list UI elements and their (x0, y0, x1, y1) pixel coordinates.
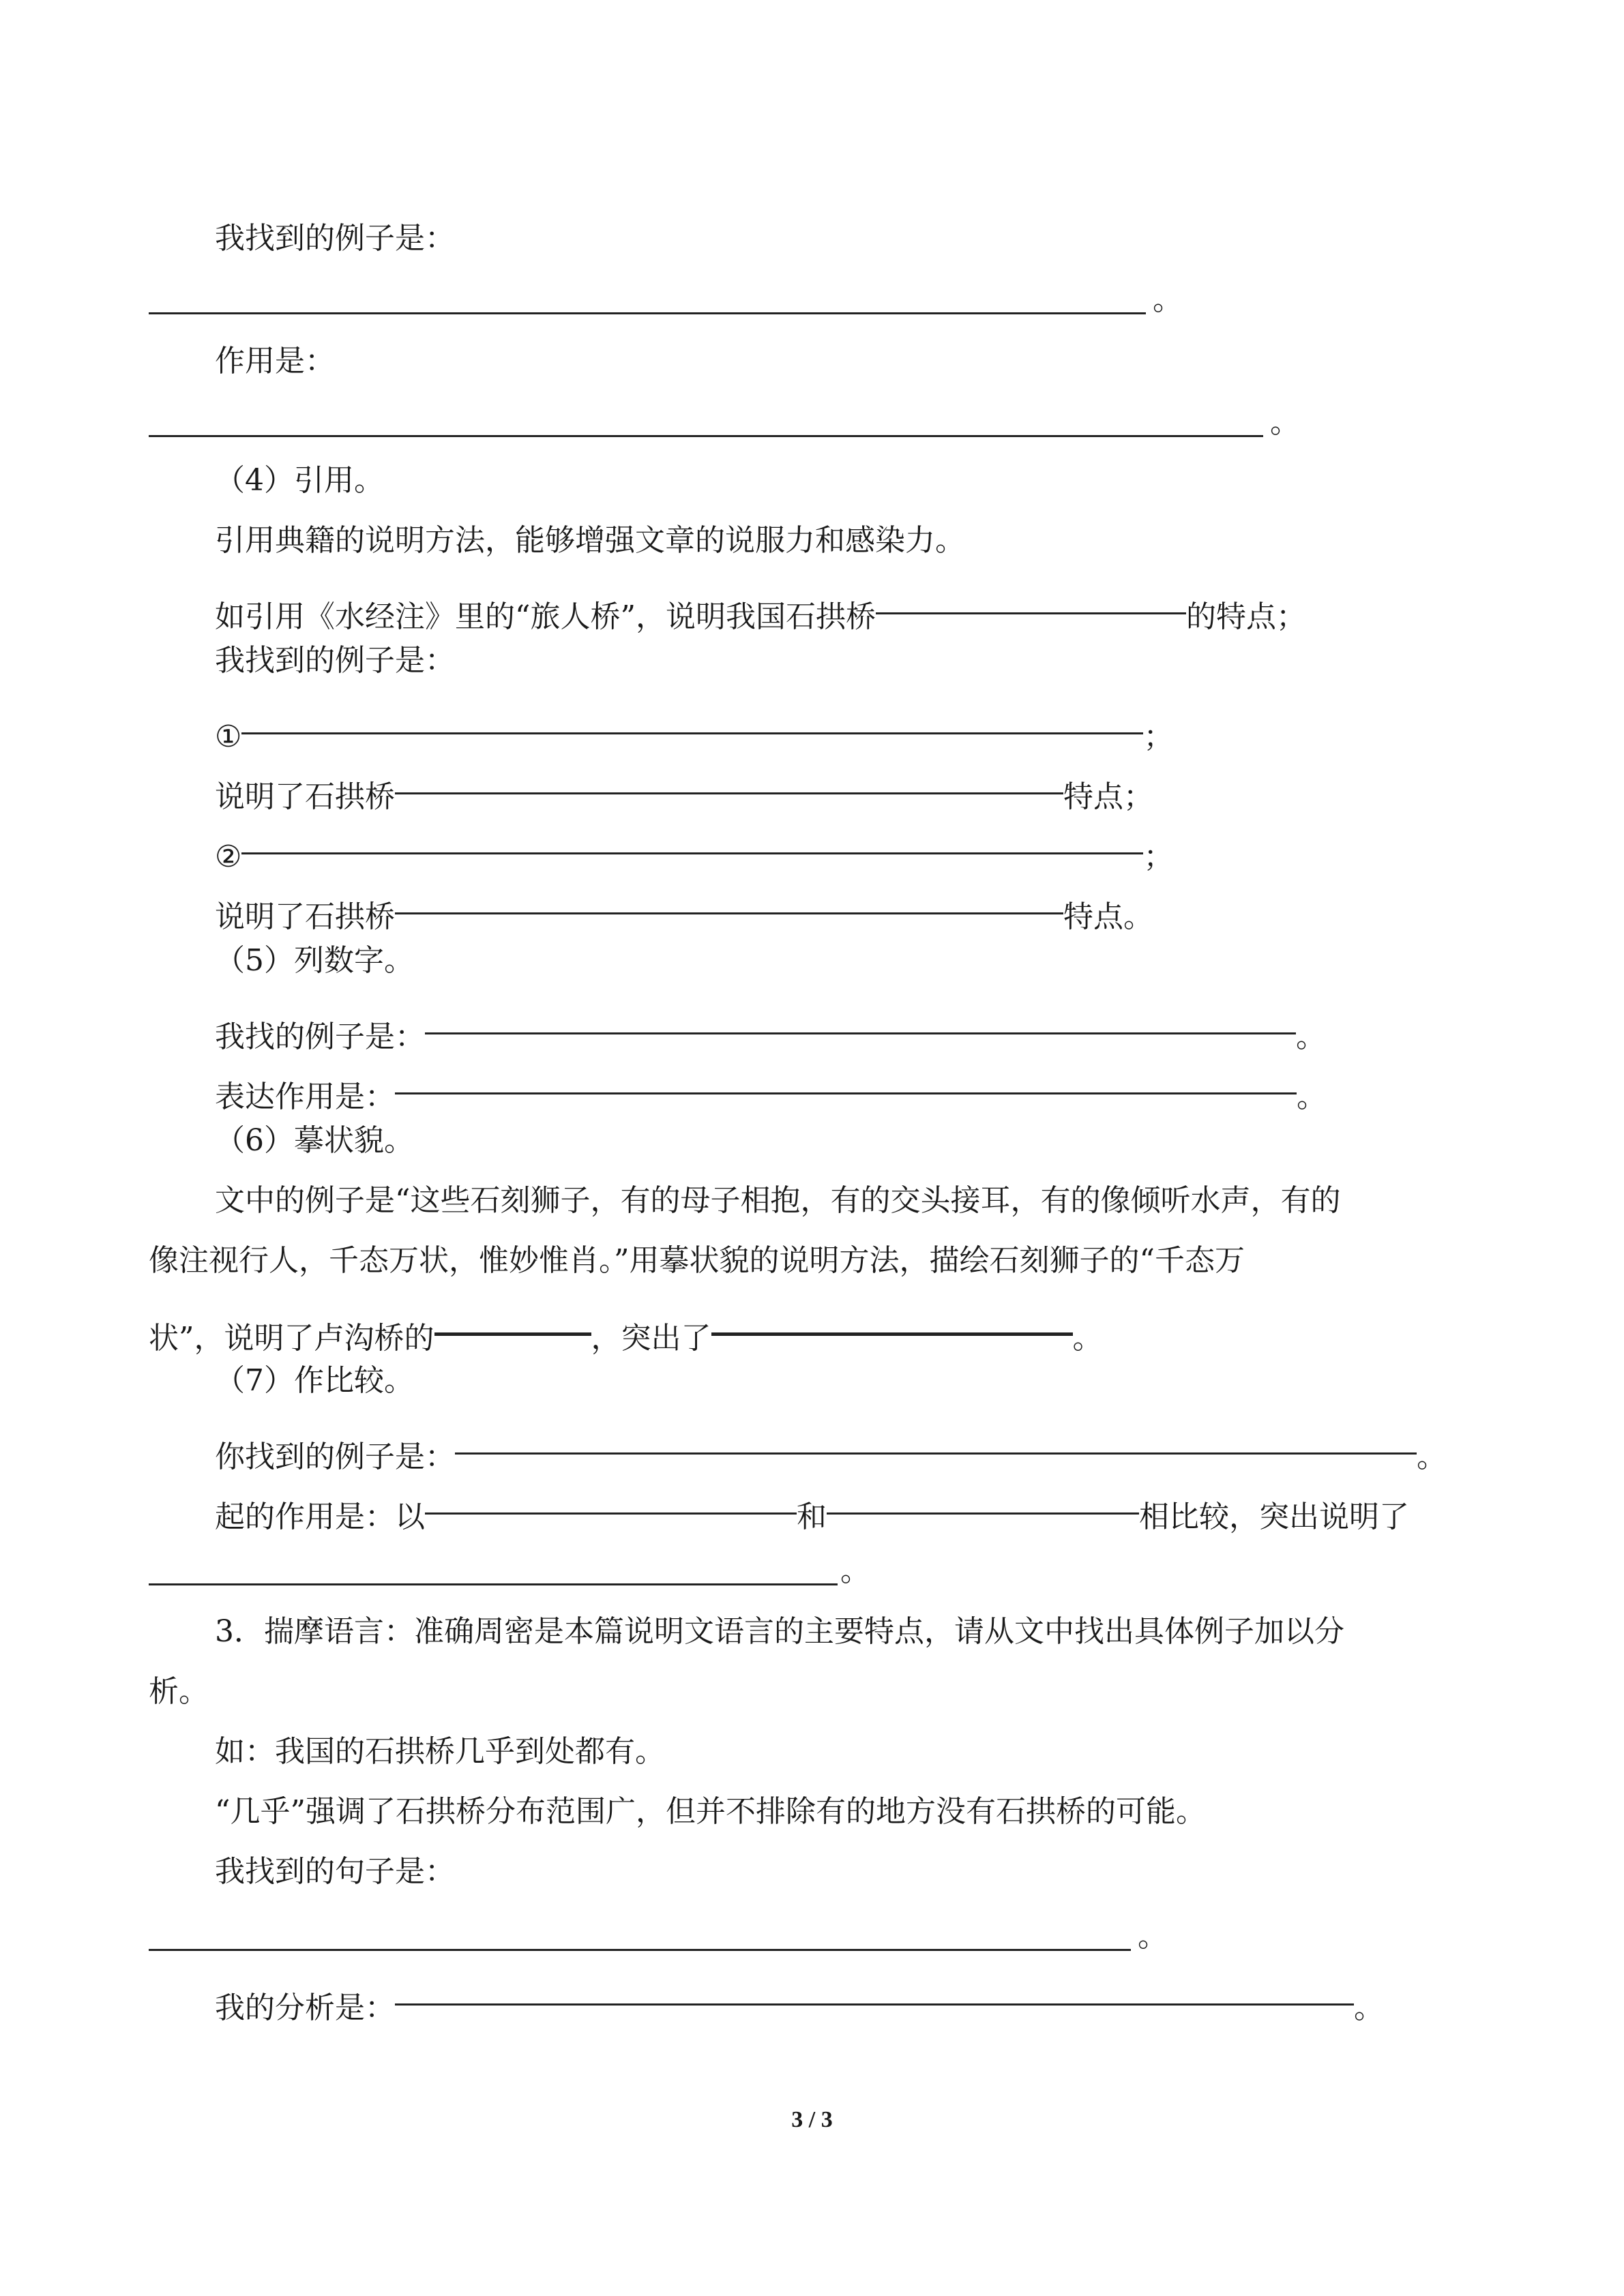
answer-blank[interactable] (434, 1290, 591, 1336)
answer-blank[interactable] (395, 1050, 1297, 1094)
answer-line[interactable] (149, 1949, 1131, 1951)
question-line: 如引用《水经注》里的“旅人桥”，说明我国石拱桥 的特点； (215, 570, 1306, 631)
period: 。 (840, 1553, 870, 1588)
answer-line[interactable] (149, 1583, 838, 1585)
paragraph: 文中的例子是“这些石刻狮子，有的母子相抱，有的交头接耳，有的像倾听水声，有的 (215, 1183, 1341, 1218)
answer-blank[interactable] (827, 1470, 1139, 1515)
answer-blank[interactable] (876, 570, 1186, 614)
question-line: 状”，说明了卢沟桥的 ，突出了 。 (149, 1290, 1103, 1352)
period: 。 (1138, 1919, 1168, 1954)
question-line: 我找的例子是： 。 (215, 990, 1326, 1052)
question-line: 起的作用是：以 和 相比较，突出说明了 (215, 1470, 1409, 1532)
answer-blank[interactable] (395, 870, 1063, 914)
answer-blank[interactable] (711, 1290, 1073, 1336)
answer-blank[interactable] (425, 1470, 797, 1515)
page-number: 3 / 3 (791, 2107, 833, 2132)
answer-blank[interactable] (455, 1410, 1417, 1455)
prompt-example: 我找到的例子是： (215, 221, 455, 256)
prompt-example: 我找到的例子是： (215, 643, 455, 678)
period: 。 (1153, 282, 1183, 317)
question-line: 你找到的例子是： 。 (215, 1410, 1447, 1472)
question-line: 说明了石拱桥 特点。 (215, 870, 1153, 931)
section-heading: （6）摹状貌。 (215, 1123, 414, 1158)
answer-blank[interactable] (395, 1961, 1354, 2006)
prompt-sentence: 我找到的句子是： (215, 1854, 455, 1889)
question-line: ② ； (215, 810, 1173, 871)
answer-blank[interactable] (241, 690, 1143, 734)
paragraph: 引用典籍的说明方法，能够增强文章的说服力和感染力。 (215, 523, 965, 558)
period: 。 (1270, 405, 1300, 440)
prompt-effect: 作用是： (215, 344, 335, 378)
question-line: 我的分析是： 。 (215, 1961, 1384, 2023)
section-heading: （5）列数字。 (215, 943, 414, 978)
paragraph: 如：我国的石拱桥几乎到处都有。 (215, 1734, 665, 1769)
question-heading: 3．揣摩语言：准确周密是本篇说明文语言的主要特点，请从文中找出具体例子加以分 (215, 1614, 1344, 1649)
section-heading: （7）作比较。 (215, 1363, 414, 1398)
section-heading: （4）引用。 (215, 463, 384, 498)
answer-blank[interactable] (241, 810, 1143, 854)
answer-blank[interactable] (395, 750, 1063, 794)
question-line: ① ； (215, 690, 1173, 751)
answer-line[interactable] (149, 435, 1263, 437)
paragraph: 析。 (149, 1674, 209, 1709)
answer-line[interactable] (149, 312, 1146, 314)
answer-blank[interactable] (425, 990, 1296, 1034)
question-line: 表达作用是： 。 (215, 1050, 1327, 1112)
question-line: 说明了石拱桥 特点； (215, 750, 1153, 811)
paragraph: 像注视行人，千态万状，惟妙惟肖。”用摹状貌的说明方法，描绘石刻狮子的“千态万 (149, 1243, 1245, 1278)
paragraph: “几乎”强调了石拱桥分布范围广，但并不排除有的地方没有石拱桥的可能。 (215, 1794, 1206, 1829)
